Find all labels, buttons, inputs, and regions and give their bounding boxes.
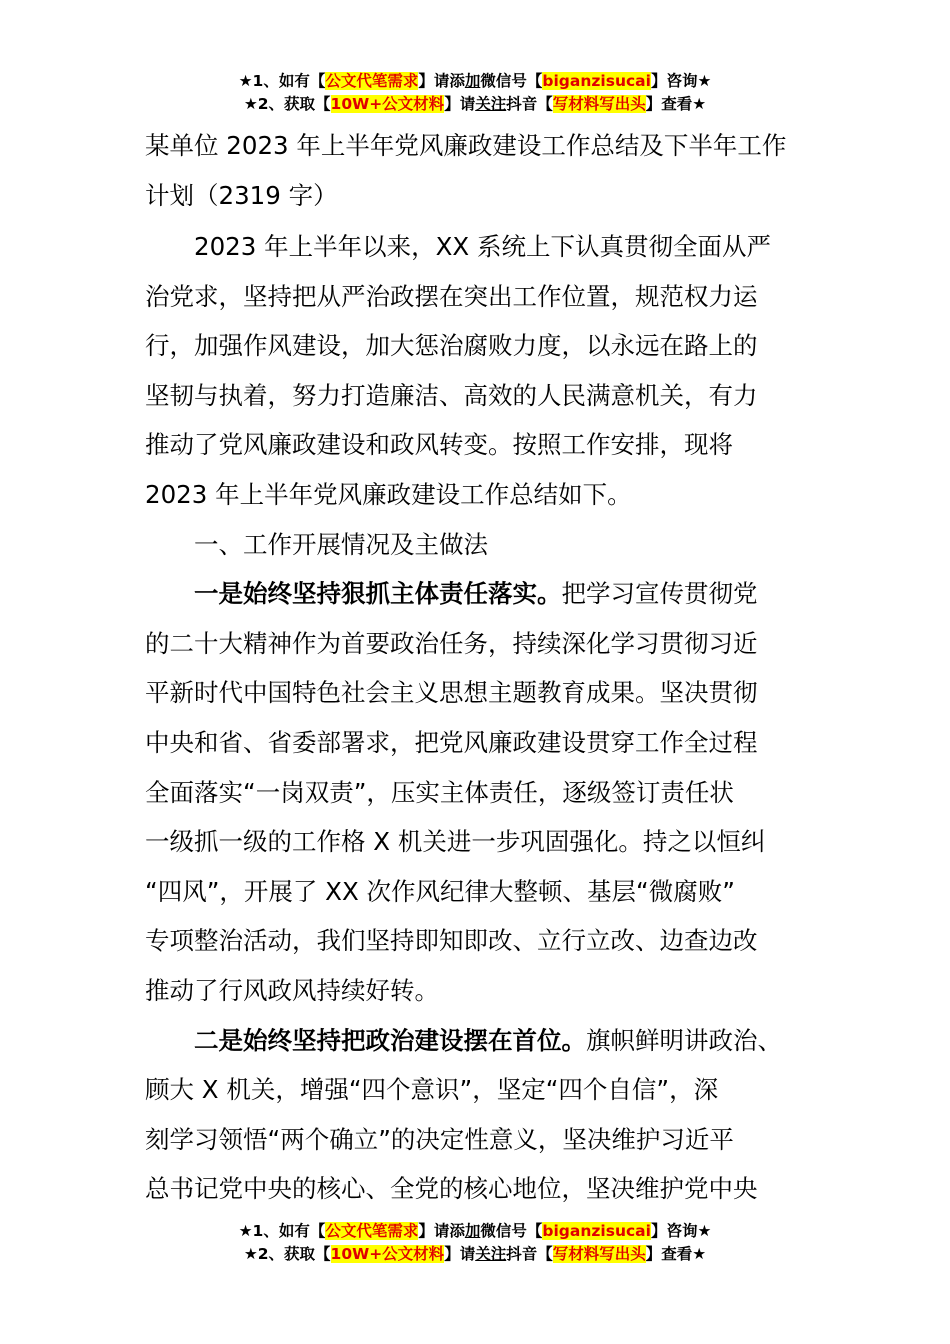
promo-text: 】咨询★ bbox=[650, 72, 712, 90]
promo-text: 】请添 bbox=[418, 1222, 465, 1240]
promo-douyin-id: 写材料写出头 bbox=[552, 95, 646, 113]
promo-underlined-text: 关注 bbox=[475, 95, 507, 113]
promo-wechat-id: biganzisucai bbox=[542, 1222, 651, 1240]
body-line: 专项整治活动，我们坚持即知即改、立行立改、边查边改 bbox=[145, 926, 758, 956]
promo-text: 】咨询★ bbox=[650, 1222, 712, 1240]
paragraph-heading: 一是始终坚持狠抓主体责任落实。 bbox=[145, 579, 562, 609]
body-line: 2023 年上半年以来，XX 系统上下认真贯彻全面从严 bbox=[145, 232, 771, 261]
promo-highlight: 10W+公文材料 bbox=[330, 95, 445, 113]
promo-highlight: 公文代笔需求 bbox=[325, 72, 419, 90]
promo-text: 】请 bbox=[444, 1245, 476, 1263]
body-line: 中央和省、省委部署求，把党风廉政建设贯穿工作全过程 bbox=[145, 727, 758, 757]
body-line bbox=[145, 569, 810, 619]
promo-text: 抖音【 bbox=[506, 1245, 553, 1263]
promo-line-1 bbox=[0, 1220, 950, 1243]
document-body bbox=[145, 222, 810, 1214]
title-line: 某单位 2023 年上半年党风廉政建设工作总结及下半年工作 bbox=[145, 131, 787, 160]
body-line bbox=[145, 1016, 810, 1066]
promo-text: 】请 bbox=[444, 95, 476, 113]
promo-text: ★2、获取【 bbox=[243, 1245, 331, 1263]
body-line: 治党求，坚持把从严治政摆在突出工作位置，规范权力运 bbox=[145, 281, 758, 311]
promo-underlined-text: 关注 bbox=[475, 1245, 507, 1263]
promo-text: 抖音【 bbox=[506, 95, 553, 113]
body-line: 总书记党中央的核心、全党的核心地位，坚决维护党中央 bbox=[145, 1174, 758, 1204]
promo-text: 】查看★ bbox=[645, 1245, 707, 1263]
body-line: 一级抓一级的工作格 X 机关进一步巩固强化。持之以恒纠 bbox=[145, 827, 766, 857]
body-line: 刻学习领悟“两个确立”的决定性意义，坚决维护习近平 bbox=[145, 1124, 734, 1154]
bottom-promo-banner bbox=[0, 1220, 950, 1266]
promo-text: ★1、如有【 bbox=[238, 72, 326, 90]
paragraph-text: 旗帜鲜明讲政治、 bbox=[586, 1025, 782, 1055]
paragraph-text: 把学习宣传贯彻党 bbox=[561, 579, 758, 609]
promo-underlined-text: 加 bbox=[464, 1222, 481, 1240]
promo-text: 】查看★ bbox=[645, 95, 707, 113]
body-line: 行，加强作风建设，加大惩治腐败力度，以永远在路上的 bbox=[145, 331, 758, 361]
promo-highlight: 10W+公文材料 bbox=[330, 1245, 445, 1263]
promo-wechat-id: biganzisucai bbox=[542, 72, 651, 90]
body-line: 2023 年上半年党风廉政建设工作总结如下。 bbox=[145, 479, 632, 509]
body-line: 全面落实“一岗双责”，压实主体责任，逐级签订责任状 bbox=[145, 777, 734, 807]
document-title bbox=[145, 121, 810, 220]
paragraph-heading: 二是始终坚持把政治建设摆在首位。 bbox=[145, 1025, 586, 1055]
promo-text: ★2、获取【 bbox=[243, 95, 331, 113]
promo-douyin-id: 写材料写出头 bbox=[552, 1245, 646, 1263]
promo-highlight: 公文代笔需求 bbox=[325, 1222, 419, 1240]
section-heading: 一、工作开展情况及主做法 bbox=[145, 529, 488, 559]
promo-line-1 bbox=[0, 70, 950, 93]
promo-text: 微信号【 bbox=[480, 72, 543, 90]
body-line: 顾大 X 机关，增强“四个意识”，坚定“四个自信”，深 bbox=[145, 1075, 719, 1105]
promo-text: ★1、如有【 bbox=[238, 1222, 326, 1240]
promo-text: 】请添 bbox=[418, 72, 465, 90]
body-line: “四风”，开展了 XX 次作风纪律大整顿、基层“微腐败” bbox=[145, 876, 735, 906]
promo-underlined-text: 加 bbox=[464, 72, 481, 90]
body-line: 坚韧与执着，努力打造廉洁、高效的人民满意机关，有力 bbox=[145, 380, 758, 410]
promo-line-2 bbox=[0, 93, 950, 116]
promo-line-2 bbox=[0, 1243, 950, 1266]
body-line: 推动了党风廉政建设和政风转变。按照工作安排，现将 bbox=[145, 430, 733, 460]
body-line: 平新时代中国特色社会主义思想主题教育成果。坚决贯彻 bbox=[145, 678, 758, 708]
promo-text: 微信号【 bbox=[480, 1222, 543, 1240]
top-promo-banner bbox=[0, 70, 950, 116]
body-line: 推动了行风政风持续好转。 bbox=[145, 975, 439, 1005]
title-line: 计划（2319 字） bbox=[145, 180, 338, 210]
body-line: 的二十大精神作为首要政治任务，持续深化学习贯彻习近 bbox=[145, 628, 758, 658]
